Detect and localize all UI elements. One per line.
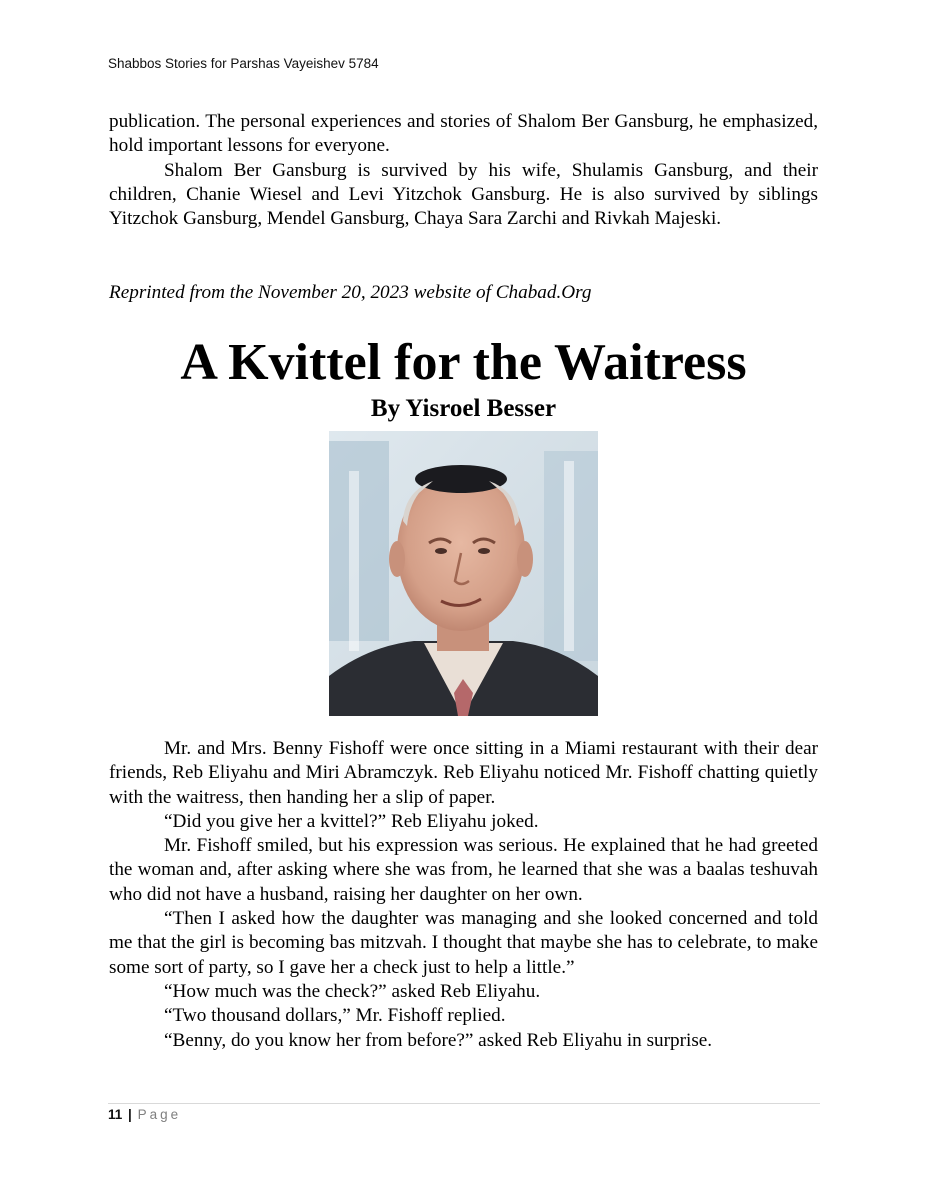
paragraph: publication. The personal experiences and stories of Shalom Ber Gansburg, he emphasized, hold important lessons for everyone. (109, 111, 818, 157)
paragraph: “Benny, do you know her from before?” asked Reb Eliyahu in surprise. (164, 1029, 713, 1051)
page-number: 11 (108, 1107, 123, 1122)
page-footer (108, 1107, 181, 1122)
footer-divider (108, 1103, 820, 1104)
reprint-note: Reprinted from the November 20, 2023 website of Chabad.Org (109, 282, 592, 303)
paragraph: “Did you give her a kvittel?” Reb Eliyahu joked. (164, 810, 539, 832)
paragraph: Mr. and Mrs. Benny Fishoff were once sitting in a Miami restaurant with their dear friends, Reb Eliyahu and Miri Abramczyk. Reb Eliyahu noticed Mr. Fishoff chatting quietly with the waitress, then handing her a slip of paper. (109, 738, 818, 808)
article-title: A Kvittel for the Waitress (180, 334, 747, 391)
article-body (109, 737, 818, 1053)
paragraph: “Two thousand dollars,” Mr. Fishoff replied. (164, 1005, 506, 1027)
footer-separator: | (128, 1107, 132, 1122)
previous-article-ending (109, 110, 818, 231)
paragraph: “How much was the check?” asked Reb Eliyahu. (164, 980, 541, 1002)
paragraph: “Then I asked how the daughter was managing and she looked concerned and told me that the girl is becoming bas mitzvah. I thought that maybe she has to celebrate, to make some sort of party, so I gave her a check just to help a little.” (109, 908, 818, 978)
article-byline: By Yisroel Besser (370, 395, 557, 422)
page-label: Page (137, 1107, 182, 1122)
paragraph: Mr. Fishoff smiled, but his expression was serious. He explained that he had greeted the woman and, after asking where she was from, he learned that she was a baalas teshuvah who did not have a husband, raising her daughter on her own. (109, 835, 818, 905)
paragraph: Shalom Ber Gansburg is survived by his wife, Shulamis Gansburg, and their children, Chanie Wiesel and Levi Yitzchok Gansburg. He is also survived by siblings Yitzchok Gansburg, Mendel Gansburg, Chaya Sara Zarchi and Rivkah Majeski. (109, 159, 818, 230)
running-header: Shabbos Stories for Parshas Vayeishev 5784 (108, 56, 379, 71)
portrait-photo (329, 431, 598, 716)
